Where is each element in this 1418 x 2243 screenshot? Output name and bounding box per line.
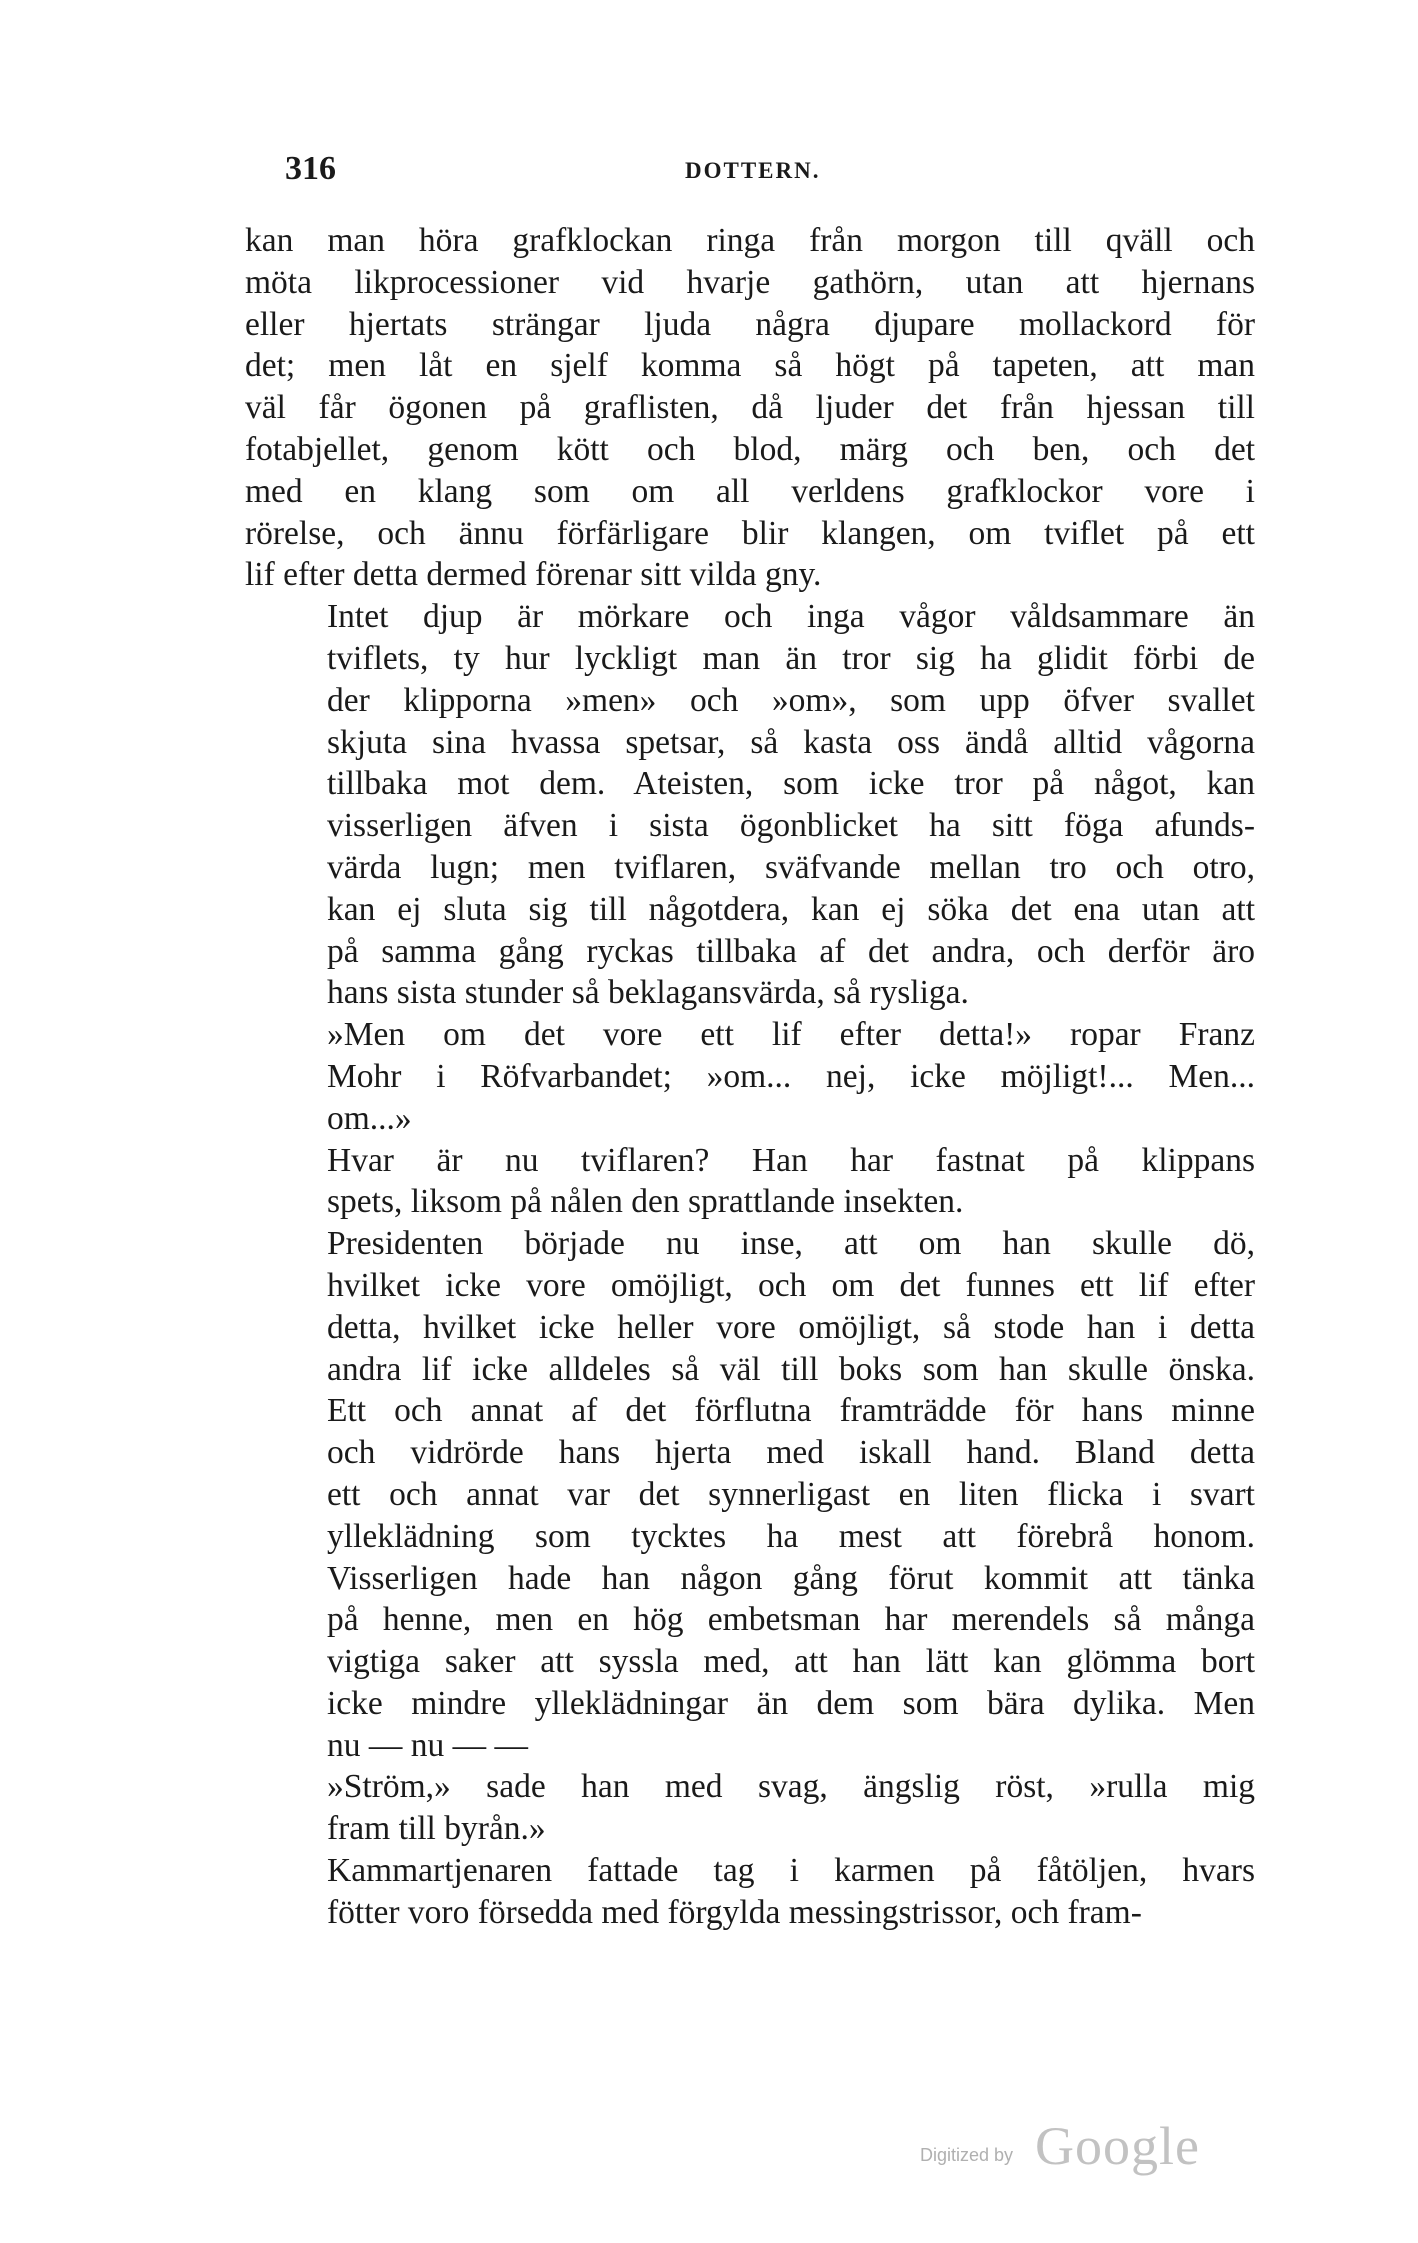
text-line: fotabjellet, genom kött och blod, märg och ben, och det bbox=[245, 430, 1255, 468]
text-line: der klipporna »men» och »om», som upp öfver svallet bbox=[327, 681, 1255, 719]
digitized-by-label: Digitized by bbox=[920, 2145, 1014, 2165]
paragraph bbox=[245, 596, 1255, 1014]
running-head: DOTTERN. bbox=[685, 158, 821, 183]
text-line: tviflets, ty hur lyckligt man än tror sig ha glidit förbi de bbox=[327, 639, 1255, 677]
text-line: kan ej sluta sig till någotdera, kan ej söka det ena utan att bbox=[327, 890, 1255, 928]
text-line: det; men låt en sjelf komma så högt på tapeten, att man bbox=[245, 347, 1255, 385]
text-line: nu — nu — — bbox=[327, 1726, 528, 1764]
text-line: icke mindre ylleklädningar än dem som bära dylika. Men bbox=[327, 1684, 1255, 1722]
text-line: eller hjertats strängar ljuda några djupare mollackord för bbox=[245, 305, 1255, 343]
text-line: Visserligen hade han någon gång förut kommit att tänka bbox=[327, 1559, 1255, 1597]
text-line: rörelse, och ännu förfärligare blir klangen, om tviflet på ett bbox=[245, 514, 1255, 552]
text-line: skjuta sina hvassa spetsar, så kasta oss ändå alltid vågorna bbox=[327, 723, 1255, 761]
paragraph bbox=[245, 220, 1255, 596]
paragraph bbox=[245, 1766, 1255, 1850]
text-line: Intet djup är mörkare och inga vågor våldsammare än bbox=[327, 598, 1255, 636]
text-line: värda lugn; men tviflaren, sväfvande mellan tro och otro, bbox=[327, 848, 1255, 886]
paragraph bbox=[245, 1140, 1255, 1224]
text-line: fram till byrån.» bbox=[327, 1810, 546, 1848]
digitization-watermark bbox=[920, 2115, 1220, 2185]
text-line: Hvar är nu tviflaren? Han har fastnat på klippans bbox=[327, 1141, 1255, 1179]
text-line: möta likprocessioner vid hvarje gathörn, utan att hjernans bbox=[245, 263, 1255, 301]
text-line: spets, liksom på nålen den sprattlande insekten. bbox=[327, 1183, 964, 1221]
paragraph bbox=[245, 1223, 1255, 1766]
text-line: fötter voro försedda med förgylda messingstrissor, och fram- bbox=[327, 1893, 1142, 1931]
text-line: Presidenten började nu inse, att om han skulle dö, bbox=[327, 1225, 1255, 1263]
paragraph bbox=[245, 1850, 1255, 1934]
text-line: ett och annat var det synnerligast en liten flicka i svart bbox=[327, 1475, 1255, 1513]
text-line: väl får ögonen på graflisten, då ljuder det från hjessan till bbox=[245, 389, 1255, 427]
text-line: ylleklädning som tycktes ha mest att förebrå honom. bbox=[327, 1517, 1255, 1555]
page-number: 316 bbox=[285, 150, 336, 187]
text-line: Mohr i Röfvarbandet; »om... nej, icke möjligt!... Men... bbox=[327, 1057, 1255, 1095]
text-line: tillbaka mot dem. Ateisten, som icke tror på något, kan bbox=[327, 765, 1255, 803]
paragraph bbox=[245, 1014, 1255, 1139]
text-line: på samma gång ryckas tillbaka af det andra, och derför äro bbox=[327, 932, 1255, 970]
text-line: visserligen äfven i sista ögonblicket ha sitt föga afunds- bbox=[327, 807, 1255, 845]
google-logo: Google bbox=[1035, 2116, 1200, 2176]
text-line: lif efter detta dermed förenar sitt vilda gny. bbox=[245, 556, 822, 594]
text-line: vigtiga saker att syssla med, att han lätt kan glömma bort bbox=[327, 1643, 1255, 1681]
text-line: »Men om det vore ett lif efter detta!» ropar Franz bbox=[327, 1016, 1255, 1054]
text-line: kan man höra grafklockan ringa från morgon till qväll och bbox=[245, 222, 1255, 259]
text-line: Ett och annat af det förflutna framträdde för hans minne bbox=[327, 1392, 1255, 1430]
text-line: Kammartjenaren fattade tag i karmen på fåtöljen, hvars bbox=[327, 1852, 1255, 1890]
text-line: hans sista stunder så beklagansvärda, så rysliga. bbox=[327, 974, 969, 1012]
text-line: detta, hvilket icke heller vore omöjligt, så stode han i detta bbox=[327, 1308, 1255, 1346]
text-line: hvilket icke vore omöjligt, och om det funnes ett lif efter bbox=[327, 1266, 1255, 1304]
text-line: »Ström,» sade han med svag, ängslig röst, »rulla mig bbox=[327, 1768, 1255, 1806]
text-line: med en klang som om all verldens grafklockor vore i bbox=[245, 472, 1255, 510]
text-line: på henne, men en hög embetsman har merendels så många bbox=[327, 1601, 1255, 1639]
body-text bbox=[245, 220, 1255, 1934]
text-line: andra lif icke alldeles så väl till boks som han skulle önska. bbox=[327, 1350, 1255, 1388]
text-line: och vidrörde hans hjerta med iskall hand. Bland detta bbox=[327, 1434, 1255, 1472]
page-header bbox=[245, 150, 1255, 200]
text-line: om...» bbox=[327, 1099, 412, 1137]
